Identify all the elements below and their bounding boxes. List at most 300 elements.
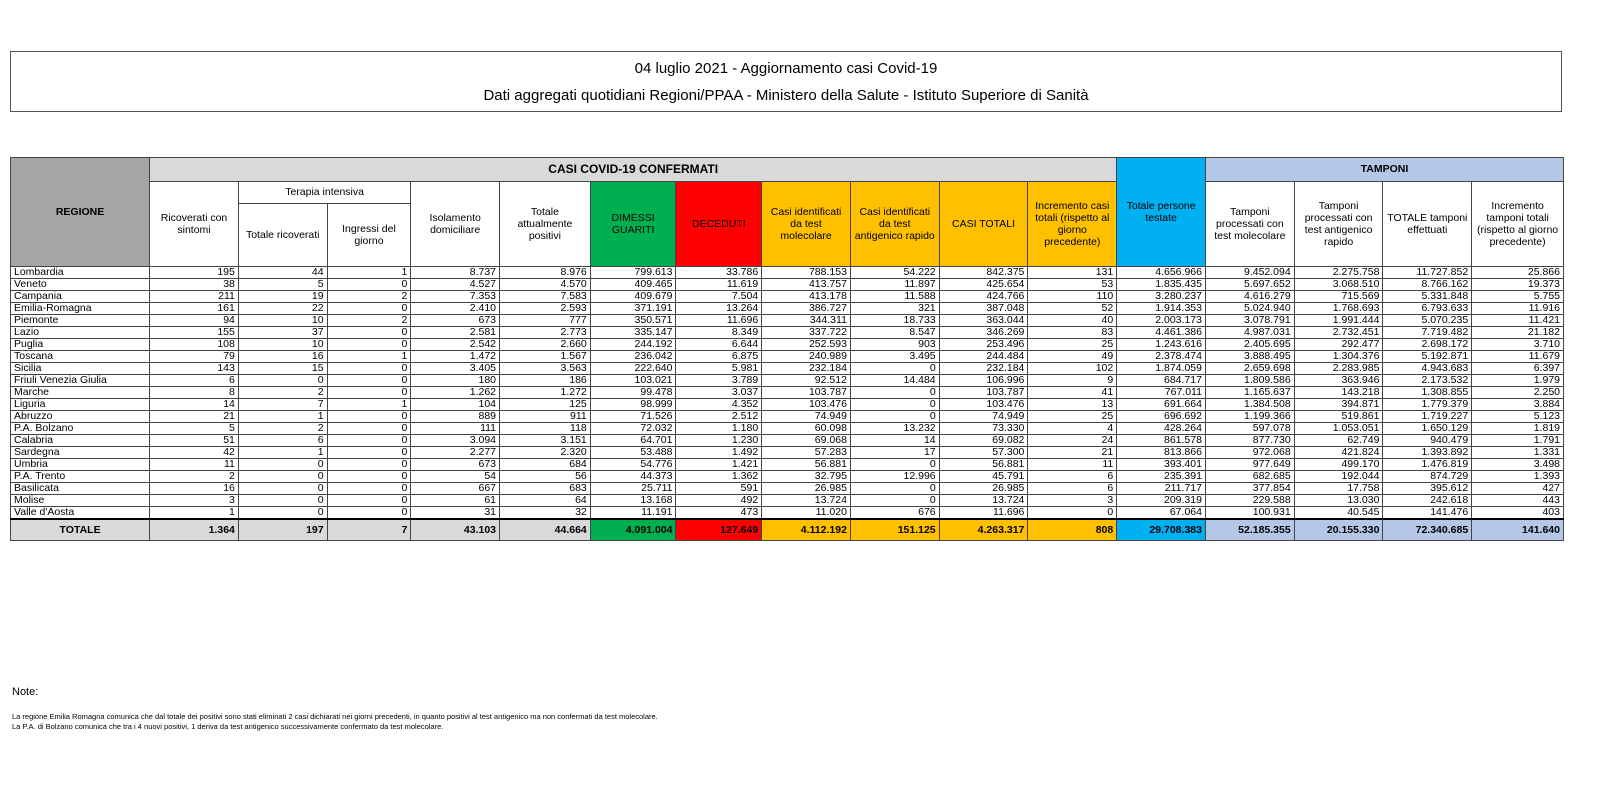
cell-casi-antigenico: 13.232 (850, 423, 939, 435)
cell-ti-ingressi: 0 (327, 495, 411, 507)
cell-positivi: 777 (500, 315, 591, 327)
table-row (11, 303, 1564, 315)
cell-persone-testate: 813.866 (1117, 447, 1206, 459)
cell-casi-molecolare: 788.153 (762, 267, 851, 279)
cell-tamponi-molecolare: 4.616.279 (1205, 291, 1294, 303)
cell-tamponi-totale: 1.719.227 (1383, 411, 1472, 423)
cell-casi-antigenico: 3.495 (850, 351, 939, 363)
cell-tamponi-molecolare: 2.405.695 (1205, 339, 1294, 351)
cell-tamponi-totale: 5.192.871 (1383, 351, 1472, 363)
cell-regione: Emilia-Romagna (11, 303, 150, 315)
cell-ti-totale: 6 (238, 435, 327, 447)
table-row (11, 327, 1564, 339)
cell-positivi: 8.976 (500, 267, 591, 279)
cell-isolamento: 1.472 (411, 351, 500, 363)
cell-incremento-tamponi: 3.710 (1472, 339, 1564, 351)
cell-incremento-tamponi: 1.791 (1472, 435, 1564, 447)
cell-casi-totali: 346.269 (939, 327, 1028, 339)
total-ricoverati: 1.364 (150, 519, 239, 541)
cell-isolamento: 3.405 (411, 363, 500, 375)
header-regione: REGIONE (11, 158, 150, 267)
header-tamponi: TAMPONI (1205, 158, 1563, 182)
cell-positivi: 32 (500, 507, 591, 520)
cell-tamponi-antigenico: 1.768.693 (1294, 303, 1383, 315)
cell-casi-totali: 69.082 (939, 435, 1028, 447)
cell-persone-testate: 696.692 (1117, 411, 1206, 423)
cell-ricoverati: 14 (150, 399, 239, 411)
cell-incremento-casi: 6 (1028, 471, 1117, 483)
cell-incremento-casi: 41 (1028, 387, 1117, 399)
header-tamponi-totale: TOTALE tamponi effettuati (1383, 182, 1472, 267)
table-row (11, 483, 1564, 495)
cell-casi-antigenico: 0 (850, 363, 939, 375)
cell-persone-testate: 1.835.435 (1117, 279, 1206, 291)
cell-ti-totale: 0 (238, 459, 327, 471)
cell-tamponi-antigenico: 363.946 (1294, 375, 1383, 387)
cell-tamponi-antigenico: 2.732.451 (1294, 327, 1383, 339)
cell-casi-antigenico: 676 (850, 507, 939, 520)
cell-incremento-casi: 9 (1028, 375, 1117, 387)
table-row (11, 375, 1564, 387)
cell-ti-totale: 1 (238, 411, 327, 423)
cell-casi-totali: 74.949 (939, 411, 1028, 423)
cell-regione: Basilicata (11, 483, 150, 495)
cell-casi-totali: 13.724 (939, 495, 1028, 507)
cell-casi-totali: 26.985 (939, 483, 1028, 495)
cell-isolamento: 61 (411, 495, 500, 507)
header-deceduti: DECEDUTI (676, 182, 762, 267)
cell-positivi: 118 (500, 423, 591, 435)
header-ti-totale: Totale ricoverati (238, 204, 327, 267)
cell-casi-totali: 106.996 (939, 375, 1028, 387)
cell-casi-totali: 842.375 (939, 267, 1028, 279)
notes-block (12, 712, 658, 732)
cell-ti-totale: 0 (238, 471, 327, 483)
cell-casi-antigenico: 11.897 (850, 279, 939, 291)
cell-isolamento: 54 (411, 471, 500, 483)
cell-casi-molecolare: 103.476 (762, 399, 851, 411)
cell-casi-molecolare: 232.184 (762, 363, 851, 375)
cell-regione: Toscana (11, 351, 150, 363)
cell-casi-molecolare: 26.985 (762, 483, 851, 495)
cell-ricoverati: 108 (150, 339, 239, 351)
cell-casi-antigenico: 321 (850, 303, 939, 315)
cell-casi-molecolare: 344.311 (762, 315, 851, 327)
cell-casi-antigenico: 903 (850, 339, 939, 351)
cell-tamponi-antigenico: 499.170 (1294, 459, 1383, 471)
cell-persone-testate: 393.401 (1117, 459, 1206, 471)
cell-tamponi-molecolare: 977.649 (1205, 459, 1294, 471)
cell-ricoverati: 8 (150, 387, 239, 399)
cell-deceduti: 4.352 (676, 399, 762, 411)
total-tamponi-totale: 72.340.685 (1383, 519, 1472, 541)
cell-dimessi: 103.021 (590, 375, 676, 387)
cell-tamponi-antigenico: 292.477 (1294, 339, 1383, 351)
cell-tamponi-antigenico: 3.068.510 (1294, 279, 1383, 291)
cell-isolamento: 2.277 (411, 447, 500, 459)
cell-persone-testate: 1.874.059 (1117, 363, 1206, 375)
cell-casi-antigenico: 14.484 (850, 375, 939, 387)
cell-incremento-casi: 110 (1028, 291, 1117, 303)
cell-positivi: 2.593 (500, 303, 591, 315)
cell-dimessi: 71.526 (590, 411, 676, 423)
table-row (11, 363, 1564, 375)
cell-positivi: 125 (500, 399, 591, 411)
cell-ti-totale: 16 (238, 351, 327, 363)
cell-tamponi-molecolare: 1.165.637 (1205, 387, 1294, 399)
cell-casi-molecolare: 13.724 (762, 495, 851, 507)
cell-casi-totali: 103.476 (939, 399, 1028, 411)
cell-regione: Molise (11, 495, 150, 507)
cell-tamponi-antigenico: 2.275.758 (1294, 267, 1383, 279)
cell-ti-ingressi: 0 (327, 507, 411, 520)
cell-casi-antigenico: 11.588 (850, 291, 939, 303)
cell-tamponi-molecolare: 2.659.698 (1205, 363, 1294, 375)
cell-isolamento: 2.410 (411, 303, 500, 315)
cell-tamponi-antigenico: 519.861 (1294, 411, 1383, 423)
cell-casi-antigenico: 0 (850, 387, 939, 399)
cell-casi-totali: 244.484 (939, 351, 1028, 363)
cell-dimessi: 64.701 (590, 435, 676, 447)
cell-casi-totali: 253.496 (939, 339, 1028, 351)
table-row (11, 459, 1564, 471)
cell-incremento-tamponi: 5.755 (1472, 291, 1564, 303)
cell-ti-ingressi: 0 (327, 483, 411, 495)
cell-ricoverati: 51 (150, 435, 239, 447)
cell-ti-ingressi: 0 (327, 375, 411, 387)
total-regione: TOTALE (11, 519, 150, 541)
cell-persone-testate: 684.717 (1117, 375, 1206, 387)
cell-positivi: 64 (500, 495, 591, 507)
cell-casi-antigenico: 12.996 (850, 471, 939, 483)
cell-persone-testate: 1.243.616 (1117, 339, 1206, 351)
cell-tamponi-antigenico: 394.871 (1294, 399, 1383, 411)
cell-casi-antigenico: 0 (850, 483, 939, 495)
cell-casi-antigenico: 18.733 (850, 315, 939, 327)
cell-positivi: 2.320 (500, 447, 591, 459)
cell-casi-molecolare: 252.593 (762, 339, 851, 351)
cell-regione: Liguria (11, 399, 150, 411)
total-deceduti: 127.649 (676, 519, 762, 541)
cell-regione: Campania (11, 291, 150, 303)
cell-ricoverati: 2 (150, 471, 239, 483)
table-body (11, 267, 1564, 541)
cell-persone-testate: 767.011 (1117, 387, 1206, 399)
cell-isolamento: 4.527 (411, 279, 500, 291)
cell-dimessi: 98.999 (590, 399, 676, 411)
cell-tamponi-molecolare: 1.199.366 (1205, 411, 1294, 423)
cell-regione: Piemonte (11, 315, 150, 327)
cell-ti-totale: 44 (238, 267, 327, 279)
total-tamponi-antigenico: 20.155.330 (1294, 519, 1383, 541)
total-casi-molecolare: 4.112.192 (762, 519, 851, 541)
cell-positivi: 2.773 (500, 327, 591, 339)
cell-ti-ingressi: 0 (327, 327, 411, 339)
cell-ti-totale: 19 (238, 291, 327, 303)
cell-casi-antigenico: 0 (850, 459, 939, 471)
cell-tamponi-molecolare: 9.452.094 (1205, 267, 1294, 279)
cell-ti-ingressi: 0 (327, 339, 411, 351)
header-ti-ingressi: Ingressi del giorno (327, 204, 411, 267)
cell-persone-testate: 67.064 (1117, 507, 1206, 520)
cell-casi-molecolare: 92.512 (762, 375, 851, 387)
header-incremento-casi: Incremento casi totali (rispetto al giorno precedente) (1028, 182, 1117, 267)
cell-ricoverati: 11 (150, 459, 239, 471)
cell-isolamento: 7.353 (411, 291, 500, 303)
cell-tamponi-totale: 940.479 (1383, 435, 1472, 447)
cell-incremento-tamponi: 1.331 (1472, 447, 1564, 459)
covid-data-table (10, 157, 1564, 541)
cell-tamponi-totale: 5.331.848 (1383, 291, 1472, 303)
cell-ti-ingressi: 1 (327, 351, 411, 363)
cell-dimessi: 222.640 (590, 363, 676, 375)
cell-casi-molecolare: 69.068 (762, 435, 851, 447)
table-row (11, 351, 1564, 363)
cell-tamponi-molecolare: 1.384.508 (1205, 399, 1294, 411)
header-positivi: Totale attualmente positivi (500, 182, 591, 267)
header-incremento-tamponi: Incremento tamponi totali (rispetto al giorno precedente) (1472, 182, 1564, 267)
cell-dimessi: 350.571 (590, 315, 676, 327)
cell-incremento-tamponi: 5.123 (1472, 411, 1564, 423)
cell-incremento-casi: 21 (1028, 447, 1117, 459)
cell-tamponi-totale: 874.729 (1383, 471, 1472, 483)
cell-persone-testate: 235.391 (1117, 471, 1206, 483)
cell-ti-totale: 15 (238, 363, 327, 375)
cell-casi-molecolare: 103.787 (762, 387, 851, 399)
cell-casi-molecolare: 74.949 (762, 411, 851, 423)
cell-ricoverati: 195 (150, 267, 239, 279)
total-isolamento: 43.103 (411, 519, 500, 541)
cell-deceduti: 11.696 (676, 315, 762, 327)
cell-deceduti: 1.421 (676, 459, 762, 471)
cell-tamponi-totale: 1.393.892 (1383, 447, 1472, 459)
cell-deceduti: 8.349 (676, 327, 762, 339)
cell-casi-molecolare: 240.989 (762, 351, 851, 363)
table-row (11, 447, 1564, 459)
cell-casi-totali: 11.696 (939, 507, 1028, 520)
cell-regione: Sardegna (11, 447, 150, 459)
cell-persone-testate: 209.319 (1117, 495, 1206, 507)
cell-regione: Abruzzo (11, 411, 150, 423)
cell-ti-ingressi: 1 (327, 267, 411, 279)
cell-persone-testate: 211.717 (1117, 483, 1206, 495)
cell-isolamento: 2.581 (411, 327, 500, 339)
cell-regione: Umbria (11, 459, 150, 471)
cell-tamponi-totale: 1.308.855 (1383, 387, 1472, 399)
table-row (11, 495, 1564, 507)
cell-regione: Lombardia (11, 267, 150, 279)
table-row (11, 507, 1564, 520)
cell-dimessi: 409.679 (590, 291, 676, 303)
table-row (11, 339, 1564, 351)
cell-tamponi-molecolare: 972.068 (1205, 447, 1294, 459)
cell-isolamento: 3.094 (411, 435, 500, 447)
cell-ti-ingressi: 0 (327, 423, 411, 435)
table-row (11, 291, 1564, 303)
cell-ti-ingressi: 0 (327, 447, 411, 459)
cell-persone-testate: 2.003.173 (1117, 315, 1206, 327)
cell-isolamento: 673 (411, 315, 500, 327)
cell-deceduti: 11.619 (676, 279, 762, 291)
cell-positivi: 683 (500, 483, 591, 495)
cell-tamponi-antigenico: 40.545 (1294, 507, 1383, 520)
cell-tamponi-totale: 6.793.633 (1383, 303, 1472, 315)
cell-deceduti: 591 (676, 483, 762, 495)
cell-isolamento: 1.262 (411, 387, 500, 399)
cell-ricoverati: 143 (150, 363, 239, 375)
total-dimessi: 4.091.004 (590, 519, 676, 541)
cell-regione: Sicilia (11, 363, 150, 375)
table-row (11, 435, 1564, 447)
cell-casi-molecolare: 386.727 (762, 303, 851, 315)
cell-positivi: 1.272 (500, 387, 591, 399)
total-persone-testate: 29.708.383 (1117, 519, 1206, 541)
cell-ti-totale: 1 (238, 447, 327, 459)
note-line: La P.A. di Bolzano comunica che tra i 4 nuovi positivi, 1 deriva da test antigenico successivamente confermato da test molecolare. (12, 721, 444, 731)
cell-incremento-tamponi: 1.393 (1472, 471, 1564, 483)
cell-tamponi-molecolare: 4.987.031 (1205, 327, 1294, 339)
cell-casi-molecolare: 413.178 (762, 291, 851, 303)
cell-incremento-tamponi: 3.884 (1472, 399, 1564, 411)
cell-tamponi-totale: 8.766.162 (1383, 279, 1472, 291)
cell-ti-totale: 37 (238, 327, 327, 339)
header-tamponi-molecolare: Tamponi processati con test molecolare (1205, 182, 1294, 267)
cell-ti-totale: 0 (238, 375, 327, 387)
cell-casi-totali: 425.654 (939, 279, 1028, 291)
cell-tamponi-totale: 141.476 (1383, 507, 1472, 520)
header-casi-antigenico: Casi identificati da test antigenico rapido (850, 182, 939, 267)
cell-deceduti: 1.362 (676, 471, 762, 483)
cell-incremento-casi: 4 (1028, 423, 1117, 435)
cell-persone-testate: 428.264 (1117, 423, 1206, 435)
report-title: 04 luglio 2021 - Aggiornamento casi Covid-19 (634, 60, 938, 77)
cell-ti-totale: 2 (238, 423, 327, 435)
cell-deceduti: 33.786 (676, 267, 762, 279)
total-ti-ingressi: 7 (327, 519, 411, 541)
cell-incremento-casi: 0 (1028, 507, 1117, 520)
cell-casi-antigenico: 0 (850, 399, 939, 411)
cell-dimessi: 13.168 (590, 495, 676, 507)
cell-incremento-tamponi: 21.182 (1472, 327, 1564, 339)
cell-dimessi: 335.147 (590, 327, 676, 339)
cell-casi-totali: 73.330 (939, 423, 1028, 435)
cell-tamponi-molecolare: 5.697.652 (1205, 279, 1294, 291)
cell-tamponi-molecolare: 377.854 (1205, 483, 1294, 495)
cell-ti-totale: 5 (238, 279, 327, 291)
cell-incremento-tamponi: 11.679 (1472, 351, 1564, 363)
cell-regione: Puglia (11, 339, 150, 351)
cell-persone-testate: 4.461.386 (1117, 327, 1206, 339)
cell-ricoverati: 79 (150, 351, 239, 363)
table-row (11, 411, 1564, 423)
total-positivi: 44.664 (500, 519, 591, 541)
cell-dimessi: 236.042 (590, 351, 676, 363)
cell-persone-testate: 2.378.474 (1117, 351, 1206, 363)
cell-ti-totale: 0 (238, 507, 327, 520)
cell-ti-ingressi: 0 (327, 279, 411, 291)
cell-isolamento: 111 (411, 423, 500, 435)
cell-tamponi-molecolare: 3.078.791 (1205, 315, 1294, 327)
cell-tamponi-antigenico: 715.569 (1294, 291, 1383, 303)
cell-incremento-tamponi: 3.498 (1472, 459, 1564, 471)
cell-casi-antigenico: 17 (850, 447, 939, 459)
cell-ricoverati: 21 (150, 411, 239, 423)
cell-tamponi-molecolare: 682.685 (1205, 471, 1294, 483)
cell-ricoverati: 161 (150, 303, 239, 315)
cell-ti-totale: 7 (238, 399, 327, 411)
cell-incremento-casi: 40 (1028, 315, 1117, 327)
cell-casi-antigenico: 0 (850, 411, 939, 423)
cell-ti-ingressi: 0 (327, 411, 411, 423)
cell-ti-totale: 2 (238, 387, 327, 399)
cell-incremento-casi: 11 (1028, 459, 1117, 471)
total-casi-totali: 4.263.317 (939, 519, 1028, 541)
cell-tamponi-molecolare: 1.809.586 (1205, 375, 1294, 387)
cell-incremento-tamponi: 427 (1472, 483, 1564, 495)
table-row (11, 423, 1564, 435)
cell-incremento-tamponi: 19.373 (1472, 279, 1564, 291)
header-terapia-intensiva: Terapia intensiva (238, 182, 410, 204)
cell-incremento-tamponi: 6.397 (1472, 363, 1564, 375)
cell-casi-totali: 57.300 (939, 447, 1028, 459)
table-row (11, 315, 1564, 327)
cell-deceduti: 13.264 (676, 303, 762, 315)
cell-incremento-casi: 3 (1028, 495, 1117, 507)
cell-tamponi-totale: 1.779.379 (1383, 399, 1472, 411)
cell-tamponi-antigenico: 192.044 (1294, 471, 1383, 483)
cell-ti-ingressi: 0 (327, 363, 411, 375)
cell-incremento-casi: 53 (1028, 279, 1117, 291)
report-subtitle: Dati aggregati quotidiani Regioni/PPAA - Ministero della Salute - Istituto Superiore di Sanità (483, 87, 1089, 104)
cell-incremento-tamponi: 11.916 (1472, 303, 1564, 315)
cell-dimessi: 72.032 (590, 423, 676, 435)
cell-persone-testate: 1.914.353 (1117, 303, 1206, 315)
cell-dimessi: 11.191 (590, 507, 676, 520)
cell-deceduti: 3.037 (676, 387, 762, 399)
cell-isolamento: 31 (411, 507, 500, 520)
cell-tamponi-totale: 5.070.235 (1383, 315, 1472, 327)
cell-deceduti: 1.492 (676, 447, 762, 459)
cell-incremento-casi: 6 (1028, 483, 1117, 495)
table-row (11, 387, 1564, 399)
cell-positivi: 56 (500, 471, 591, 483)
cell-tamponi-totale: 395.612 (1383, 483, 1472, 495)
cell-casi-molecolare: 57.283 (762, 447, 851, 459)
cell-tamponi-molecolare: 597.078 (1205, 423, 1294, 435)
cell-incremento-casi: 83 (1028, 327, 1117, 339)
cell-incremento-tamponi: 1.979 (1472, 375, 1564, 387)
cell-incremento-tamponi: 443 (1472, 495, 1564, 507)
cell-positivi: 684 (500, 459, 591, 471)
cell-tamponi-antigenico: 1.304.376 (1294, 351, 1383, 363)
cell-ricoverati: 155 (150, 327, 239, 339)
table-row (11, 471, 1564, 483)
cell-incremento-tamponi: 1.819 (1472, 423, 1564, 435)
cell-ti-ingressi: 0 (327, 471, 411, 483)
cell-ti-ingressi: 0 (327, 303, 411, 315)
cell-incremento-casi: 131 (1028, 267, 1117, 279)
header-ricoverati: Ricoverati con sintomi (150, 182, 239, 267)
cell-positivi: 3.151 (500, 435, 591, 447)
cell-persone-testate: 4.656.966 (1117, 267, 1206, 279)
cell-regione: Valle d'Aosta (11, 507, 150, 520)
cell-positivi: 186 (500, 375, 591, 387)
cell-ricoverati: 3 (150, 495, 239, 507)
cell-tamponi-molecolare: 229.588 (1205, 495, 1294, 507)
cell-ricoverati: 211 (150, 291, 239, 303)
cell-regione: Marche (11, 387, 150, 399)
cell-ti-totale: 22 (238, 303, 327, 315)
